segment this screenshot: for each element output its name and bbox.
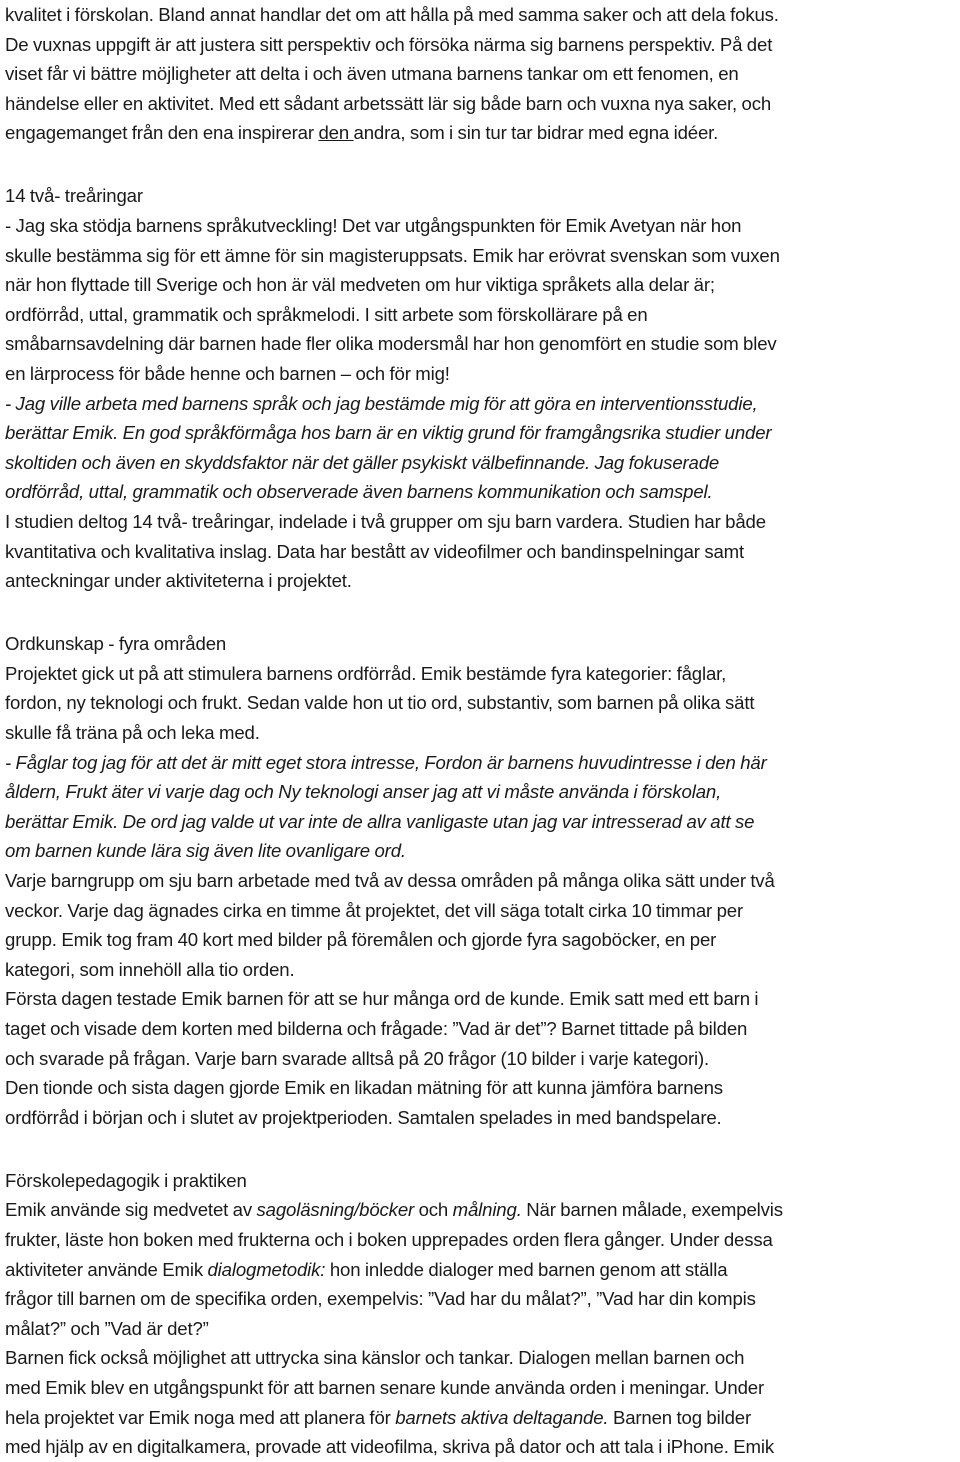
- text-line: [5, 1195, 955, 1225]
- text-line: ordförråd i början och i slutet av projektperioden. Samtalen spelades in med bandspelare.: [5, 1106, 722, 1128]
- quote-line: skoltiden och även en skyddsfaktor när det gäller psykiskt välbefinnande. Jag fokuserade: [5, 451, 720, 473]
- italic-term: sagoläsning/böcker: [256, 1199, 415, 1221]
- quote-line: berättar Emik. En god språkförmåga hos barn är en viktig grund för framgångsrika studier under: [5, 422, 772, 444]
- paragraph-gap: [5, 596, 955, 630]
- text-line: [5, 1255, 955, 1285]
- italic-term: målning.: [452, 1199, 522, 1221]
- text-line: viset får vi bättre möjligheter att delta i och även utmana barnens tankar om ett fenomen, en: [5, 63, 739, 85]
- underlined-word: den: [318, 122, 354, 144]
- document-page: [5, 0, 955, 1462]
- section-word-knowledge: [5, 629, 955, 1132]
- italic-term: dialogmetodik:: [207, 1258, 326, 1280]
- quote-line: - Fåglar tog jag för att det är mitt eget stora intresse, Fordon är barnens huvudintresse i den här: [5, 751, 767, 773]
- text-segment: hela projektet var Emik noga med att planera för: [5, 1406, 396, 1428]
- quote-line: ordförråd, uttal, grammatik och observerade även barnens kommunikation och samspel.: [5, 481, 713, 503]
- text-line: fordon, ny teknologi och frukt. Sedan valde hon ut tio ord, substantiv, som barnen på olika sätt: [5, 692, 755, 714]
- text-line: skulle få träna på och leka med.: [5, 722, 260, 744]
- text-line: skulle bestämma sig för ett ämne för sin magisteruppsats. Emik har erövrat svenskan som vuxen: [5, 244, 780, 266]
- text-line: [5, 1403, 955, 1433]
- text-segment: Barnen tog bilder: [608, 1406, 752, 1428]
- text-line: frågor till barnen om de specifika orden, exempelvis: ”Vad har du målat?”, ”Vad har din kompis: [5, 1288, 756, 1310]
- text-line: veckor. Varje dag ägnades cirka en timme åt projektet, det vill säga totalt cirka 10 timmar per: [5, 899, 744, 921]
- text-line: frukter, läste hon boken med frukterna och i boken upprepades orden flera gånger. Under dessa: [5, 1229, 773, 1251]
- text-line: kvantitativa och kvalitativa inslag. Data har bestått av videofilmer och bandinspelningar samt: [5, 540, 745, 562]
- text-line: med hjälp av en digitalkamera, provade att videofilma, skriva på dator och att tala i iPhone. Emik: [5, 1436, 774, 1458]
- section-heading: Förskolepedagogik i praktiken: [5, 1169, 247, 1191]
- text-line: och svarade på frågan. Varje barn svarade alltså på 20 frågor (10 bilder i varje kategori).: [5, 1047, 710, 1069]
- text-segment: Emik använde sig medvetet av: [5, 1199, 257, 1221]
- text-segment: engagemanget från den ena inspirerar: [5, 122, 319, 144]
- paragraph-gap: [5, 1132, 955, 1166]
- text-line: I studien deltog 14 två- treåringar, indelade i två grupper om sju barn vardera. Studien har både: [5, 511, 766, 532]
- text-line: Den tionde och sista dagen gjorde Emik en likadan mätning för att kunna jämföra barnens: [5, 1077, 723, 1099]
- text-segment: När barnen målade, exempelvis: [521, 1199, 783, 1221]
- text-segment: hon inledde dialoger med barnen genom att ställa: [325, 1258, 728, 1280]
- quote-line: - Jag ville arbeta med barnens språk och jag bestämde mig för att göra en interventionsstudie,: [5, 392, 758, 414]
- text-line: anteckningar under aktiviteterna i projektet.: [5, 570, 352, 592]
- text-segment: och: [414, 1199, 453, 1221]
- quote-line: berättar Emik. De ord jag valde ut var inte de allra vanligaste utan jag var intresserad av att se: [5, 810, 755, 832]
- text-line: grupp. Emik tog fram 40 kort med bilder på föremålen och gjorde fyra sagoböcker, en per: [5, 929, 717, 951]
- text-line: Barnen fick också möjlighet att uttrycka sina känslor och tankar. Dialogen mellan barnen och: [5, 1347, 745, 1369]
- section-14-two-three-year-olds: [5, 181, 955, 595]
- text-line: målat?” och ”Vad är det?”: [5, 1317, 209, 1339]
- text-line: [5, 118, 955, 148]
- paragraph-gap: [5, 148, 955, 182]
- section-preschool-pedagogy: [5, 1166, 955, 1462]
- text-line: taget och visade dem korten med bilderna och frågade: ”Vad är det”? Barnet tittade på bilden: [5, 1018, 748, 1039]
- section-heading: 14 två- treåringar: [5, 185, 143, 207]
- text-line: småbarnsavdelning där barnen hade fler olika modersmål har hon genomfört en studie som blev: [5, 333, 777, 355]
- text-line: ordförråd, uttal, grammatik och språkmelodi. I sitt arbete som förskollärare på en: [5, 303, 648, 325]
- quote-line: åldern, Frukt äter vi varje dag och Ny teknologi anser jag att vi måste använda i förskolan,: [5, 781, 722, 803]
- text-line: en lärprocess för både henne och barnen – och för mig!: [5, 363, 450, 385]
- text-line: händelse eller en aktivitet. Med ett sådant arbetssätt lär sig både barn och vuxna nya saker, och: [5, 92, 772, 114]
- text-line: kategori, som innehöll alla tio orden.: [5, 958, 295, 980]
- text-line: kvalitet i förskolan. Bland annat handlar det om att hålla på med samma saker och att dela fokus.: [5, 4, 779, 25]
- quote-line: om barnen kunde lära sig även lite ovanligare ord.: [5, 840, 406, 862]
- text-line: Projektet gick ut på att stimulera barnens ordförråd. Emik bestämde fyra kategorier: fåglar,: [5, 662, 727, 684]
- text-line: De vuxnas uppgift är att justera sitt perspektiv och försöka närma sig barnens perspektiv. På det: [5, 33, 773, 55]
- intro-paragraph: [5, 0, 955, 148]
- text-line: när hon flyttade till Sverige och hon är väl medveten om hur viktiga språkets alla delar är;: [5, 274, 715, 296]
- text-line: Första dagen testade Emik barnen för att se hur många ord de kunde. Emik satt med ett barn i: [5, 988, 759, 1010]
- text-line: - Jag ska stödja barnens språkutveckling! Det var utgångspunkten för Emik Avetyan när hon: [5, 215, 742, 237]
- text-line: med Emik blev en utgångspunkt för att barnen senare kunde använda orden i meningar. Under: [5, 1377, 765, 1399]
- section-heading: Ordkunskap - fyra områden: [5, 633, 227, 655]
- text-segment: andra, som i sin tur tar bidrar med egna idéer.: [353, 122, 719, 144]
- text-segment: aktiviteter använde Emik: [5, 1258, 208, 1280]
- text-line: Varje barngrupp om sju barn arbetade med två av dessa områden på många olika sätt under två: [5, 870, 775, 892]
- italic-term: barnets aktiva deltagande.: [395, 1406, 609, 1428]
